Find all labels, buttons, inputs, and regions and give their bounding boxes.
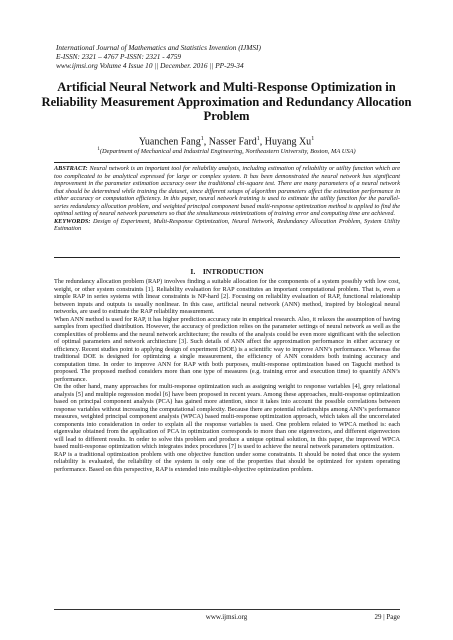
author-name: Nasser Fard: [208, 136, 257, 148]
body-paragraph: When ANN method is used for RAP, it has higher prediction accuracy rate in empirical research. Also, it relaxes the assumption of having samples from specified distribution. However, the accuracy of prediction relies on the parameter settings of neural network as well as the complexities of problems and the neural network architecture; the results of the analysis could be even more significant with the selection of optimal parameters and network architecture [3]. Such details of ANN affect the approximation performance in either accuracy or efficiency. Recent studies point to applying design of experiment (DOE) is a scientific way to improve ANN’s performance. Whereas the traditional DOE is designed for optimizing a single measurement, the efficiency of ANN considers both training accuracy and computation time. In order to improve ANN for RAP with both purposes, multi-response optimization based on Taguchi method is proposed. The proposed method considers more than one type of measures (e.g. training error and execution time) to quantify ANN’s performance.: [54, 315, 400, 383]
author-list: Yuanchen Fang$^1$, Nasser Fard$^1$, Huyang Xu$^1$: [138, 136, 315, 148]
abstract-text: Neural network is an important tool for reliability analysis, including estimation of reliability or utility function which are too complicated to be analytical expressed for large or complex system. It has been demonstrated the neural network has significant improvement in the parameter estimation accuracy over the traditional chi-square test. There are many parameters of a neural network that should be determined while training the dataset, since different setups of algorithm parameters affect the estimation performance in either accuracy or computation efficiency. In this paper, neural network training is used to estimate the utility function for the parallel-series redundancy allocation problem, and weighted principal component based multi-response optimization method is applied to find the optimal setting of neural network parameters so that the simultaneous minimizations of training error and computing time are achieved.: [54, 165, 401, 218]
affiliation-text: (Department of Mechanical and Industrial Engineering, Northeastern University, Boston, MA USA): [99, 148, 356, 156]
affiliation-mark: 1: [97, 147, 100, 152]
body-text: [54, 278, 400, 473]
body-paragraph: On the other hand, many approaches for multi-response optimization such as assigning weight to response variables [4], grey relational analysis [5] and multiple regression model [6] have been proposed in recent years. Among these approaches, multi-response optimization based on principal component analysis (PCA) has gained more attention, since it takes into account the possible correlations between response variables without increasing the computational complexity. Because there are potential relationships among ANN’s performance measures, weighted principal component analysis (WPCA) based multi-response optimization approach, which takes all the uncorrelated components into consideration in order to explain all the response variables is used. One problem related to WPCA method is: each eigenvalue obtained from the application of PCA in optimization corresponds to more than one eigenvectors, and different eigenvectors will lead to different results. In order to solve this problem and produce a unique optimal solution, in this paper, the improved WPCA based multi-response optimization which integrates index procedures [7] is used to achieve the neural network parameters optimization.: [54, 383, 400, 450]
section-heading: [54, 267, 400, 276]
author-affiliation-mark: 1: [256, 136, 260, 142]
author-name: Huyang Xu: [264, 136, 312, 148]
abstract-box: [54, 162, 400, 258]
keywords-label: KEYWORDS:: [54, 217, 91, 225]
author-affiliation-mark: 1: [200, 136, 204, 142]
affiliation: [40, 146, 413, 156]
abstract-paragraph: [54, 165, 400, 218]
journal-issn: E-ISSN: 2321 – 4767 P-ISSN: 2321 - 4759: [56, 52, 182, 62]
footer-divider: [54, 609, 400, 610]
journal-name: International Journal of Mathematics and Statistics Invention (IJMSI): [56, 43, 261, 52]
page-number: 29 | Page: [374, 613, 400, 621]
footer-url: www.ijmsi.org: [205, 613, 248, 621]
abstract-label: ABSTRACT:: [54, 165, 88, 172]
author-name: Yuanchen Fang: [138, 136, 201, 148]
keywords-text: Design of Experiment, Multi-Response Optimization, Neural Network, Redundancy Allocation Problem, System Utility Estimation: [54, 217, 401, 233]
author-affiliation-mark: 1: [311, 136, 315, 142]
body-paragraph: RAP is a traditional optimization problem with one objective function under some constraints. It should be noted that once the system reliability is evaluated, the reliability of the system is only one of the properties that should be optimized for system operating performance. Based on this perspective, RAP is extended into multiple-objective optimization problem.: [54, 450, 400, 473]
section-title: INTRODUCTION: [202, 267, 264, 276]
section-number: I.: [190, 267, 196, 276]
paper-title: Artificial Neural Network and Multi-Response Optimization in Reliability Measurement Approximation and Redundancy Allocation Problem: [41, 80, 412, 123]
journal-volume: www.ijmsi.org Volume 4 Issue 10 || December. 2016 || PP-29-34: [56, 61, 244, 71]
journal-header: [56, 43, 406, 71]
keywords-paragraph: [54, 218, 400, 233]
body-paragraph: The redundancy allocation problem (RAP) involves finding a suitable allocation for the components of a system possibly with low cost, weight, or other system constraints [1]. Reliability evaluation for RAP constitutes an important computational problem. That is, even a simple RAP in series systems with linear constraints is NP-hard [2]. Focusing on reliability evaluation of RAP, functional relationship between inputs and outputs is usually nonlinear. In this case, artificial neural network (ANN) method, inspired by biological neural networks, are used to estimate the RAP reliability measurement.: [54, 278, 400, 315]
